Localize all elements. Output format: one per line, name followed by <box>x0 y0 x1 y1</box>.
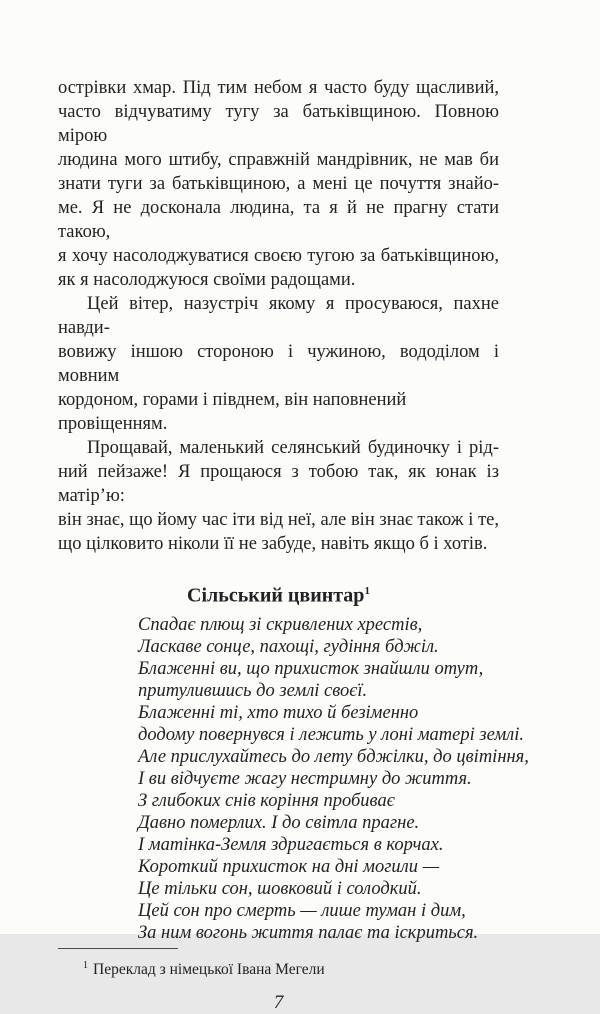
text-line: острівки хмар. Під тим небом я часто буду щасливий, <box>58 78 499 98</box>
poem-line: Цей сон про смерть — лише туман і дим, <box>138 900 466 921</box>
text-line: людина мого штибу, справжній мандрівник, не мав би <box>58 150 499 170</box>
footnote-ref-marker: 1 <box>364 585 370 597</box>
poem-line: За ним вогонь життя палає та іскриться. <box>138 922 479 943</box>
text-line: ме. Я не досконала людина, та я й не прагну стати такою, <box>58 198 499 242</box>
text-line: я хочу насолоджуватися своєю тугою за батьківщиною, <box>58 246 499 266</box>
text-line: Цей вітер, назустріч якому я просуваюся, пахне навди- <box>58 294 499 338</box>
text-line: кордоном, горами і півднем, він наповнений провіщенням. <box>58 390 407 434</box>
body-paragraph <box>58 292 499 436</box>
page-number: 7 <box>273 991 284 1013</box>
poem-line: додому повернувся і лежить у лоні матері землі. <box>138 724 524 745</box>
poem-title <box>58 578 499 609</box>
text-line: що цілковито ніколи її не забуде, навіть якщо б і хотів. <box>58 534 488 554</box>
text-line: Прощавай, маленький селянський будиночку і рід- <box>87 438 499 458</box>
footnote <box>58 956 499 980</box>
poem-line: І ви відчуєте жагу нестримну до життя. <box>138 768 472 789</box>
text-line: як я насолоджуюся своїми радощами. <box>58 270 356 290</box>
text-line: вовижу іншою стороною і чужиною, вододілом і мовним <box>58 342 499 386</box>
text-block <box>58 76 529 1014</box>
poem-line: притулившись до землі своєї. <box>138 680 368 701</box>
poem-line: Блаженні ви, що прихисток знайшли отут, <box>138 658 484 679</box>
poem-line: Ласкаве сонце, пахощі, гудіння бджіл. <box>138 636 439 657</box>
text-line: знати туги за батьківщиною, а мені це почуття знайо- <box>58 174 499 194</box>
poem-line: Спадає плющ зі скривлених хрестів, <box>138 614 423 635</box>
poem-line: Це тільки сон, шовковий і солодкий. <box>138 878 422 899</box>
body-paragraph <box>58 76 499 292</box>
poem-line: З глибоких снів коріння пробиває <box>138 790 395 811</box>
footnote-separator <box>58 948 178 949</box>
poem-line: Блаженні ті, хто тихо й безіменно <box>138 702 419 723</box>
poem <box>138 614 529 944</box>
body-paragraph <box>58 436 499 556</box>
text-line: ний пейзаже! Я прощаюся з тобою так, як юнак із матір’ю: <box>58 462 499 506</box>
footnote-ref: 1 <box>83 959 88 971</box>
poem-title-text: Сільський цвинтар <box>187 584 365 607</box>
poem-line: Короткий прихисток на дні могили — <box>138 856 440 877</box>
text-line: часто відчуватиму тугу за батьківщиною. Повною мірою <box>58 102 499 146</box>
poem-line: І матінка-Земля здригається в корчах. <box>138 834 444 855</box>
poem-line: Але прислухайтесь до лету бджілки, до цвітіння, <box>138 746 529 767</box>
poem-line: Давно померлих. І до світла прагне. <box>138 812 420 833</box>
text-line: він знає, що йому час іти від неї, але він знає також і те, <box>58 510 499 530</box>
footnote-text: Переклад з німецької Івана Мегели <box>93 960 325 978</box>
